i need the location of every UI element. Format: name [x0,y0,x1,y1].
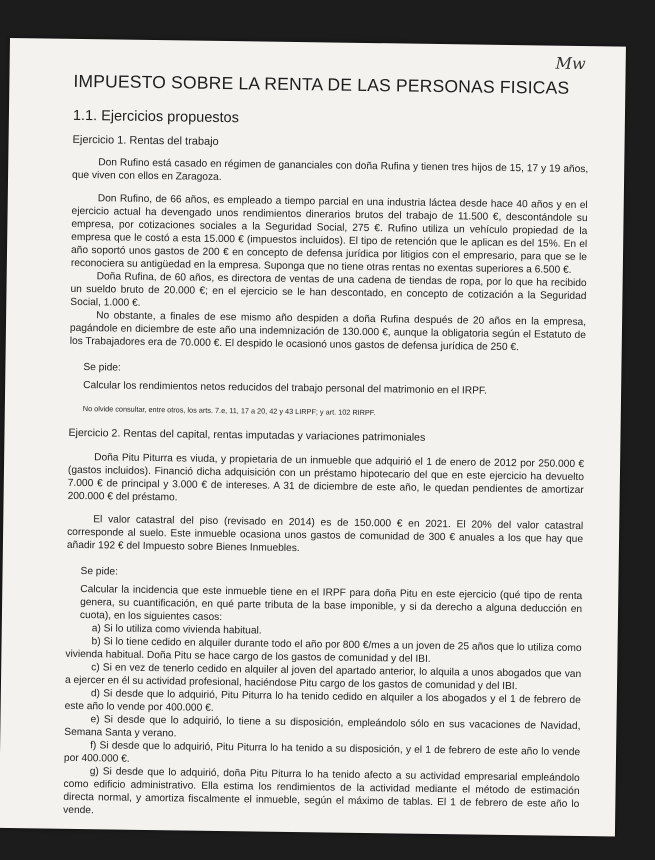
page-title: IMPUESTO SOBRE LA RENTA DE LAS PERSONAS FISICAS [73,70,570,98]
case-list [63,622,582,824]
ex1-se-pide: Se pide: [83,362,121,374]
ex1-paragraph: No obstante, a finales de ese mismo año despiden a doña Rufina después de 20 años en la empresa, pagándole en diciembre de este año una indemnización de 130.000 €, aunque la obligatoria según el Estatuto de los Trabajadores era de 70.000 €. El despido le ocasionó unos gastos de defensa jurídica de 250 €. [69,310,587,354]
list-item: e) Si desde que lo adquirió, lo tiene a su disposición, empleándolo sólo en sus vacaciones de Navidad, Semana Santa y verano. [64,714,581,740]
ex2-task: Calcular la incidencia que este inmueble tiene en el IRPF para doña Pitu en este ejercicio (qué tipo de renta genera, su cuantificación, en qué parte tributa de la base imponible, y si da derecho a alguna deducción en cuota), en los siguientes casos: [79,584,583,624]
ex1-note: No olvide consultar, entre otros, los arts. 7.e, 11, 17 a 20, 42 y 43 LIRPF; y art. 102 RIRPF. [82,404,376,418]
list-item: b) Si lo tiene cedido en alquiler durante todo el año por 800 €/mes a un joven de 25 años que lo utiliza como vivienda habitual. Doña Pitu se hace cargo de los gastos de comunidad y del IBI. [65,636,582,665]
exercise-1-title: Ejercicio 1. Rentas del trabajo [72,133,219,148]
list-item: g) Si desde que lo adquirió, doña Pitu Piturra lo ha tenido afecto a su actividad empresarial empleándolo como edificio administrativo. Ella estima los rendimientos de la actividad mediante el método de estimación directa normal, y amortiza fiscalmente el inmueble, según el máximo de tablas. El 1 de febrero de este año lo vende. [63,766,580,817]
ex1-paragraph: Doña Rufina, de 60 años, es directora de ventas de una cadena de tiendas de ropa, por lo que ha recibido un sueldo bruto de 20.000 €; en el ejercicio se le han descontado, en concepto de cotización a la Seguridad Social, 1.000 €. [70,271,587,309]
exercise-2-title: Ejercicio 2. Rentas del capital, rentas imputadas y variaciones patrimoniales [68,426,426,444]
ex2-paragraph: Doña Pitu Piturra es viuda, y propietaria de un inmueble que adquirió el 1 de enero de 2012 por 250.000 € (gastos incluidos). Financió dicha adquisición con un préstamo hipotecario del que en este ejercicio ha devuelto 7.000 € de principal y 3.000 € de intereses. A 31 de diciembre de este año, le quedan pendientes de amortizar 200.000 € del préstamo. [67,452,585,504]
list-item: a) Si lo utiliza como vivienda habitual. [91,623,262,637]
list-item: c) Si en vez de tenerlo cedido en alquiler al joven del apartado anterior, lo alquila a unos abogados que van a ejercer en él su actividad profesional, haciéndose Pitu cargo de los gastos de comunidad y del IBI. [64,662,582,693]
list-item: f) Si desde que lo adquirió, Pitu Piturra lo ha tenido a su disposición, y el 1 de febrero de este año lo vende por 400.000 €. [63,740,581,765]
ex2-se-pide: Se pide: [80,566,119,578]
page-content [63,71,590,859]
list-item: d) Si desde que lo adquirió, Pitu Piturra lo ha tenido cedido en alquiler a los abogados y el 1 de febrero de este año lo vende por 400.000 €. [64,688,581,714]
ex2-note: No olvide consultar, entre otros, los arts. 21 a 26 y 85 LIRPF y D.T. 18ª LIRPF; y arts. 14, 90, 100 RIRP [76,829,411,843]
handwritten-mark: Mw [555,53,586,74]
ex1-paragraph: Don Rufino está casado en régimen de gananciales con doña Rufina y tienen tres hijos de 15, 17 y 19 años, que viven con ellos en Zaragoza. [72,157,589,183]
document-page [0,38,626,843]
ex2-paragraph: El valor catastral del piso (revisado en 2014) es de 150.000 € en 2021. El 20% del valor catastral corresponde al suelo. Este inmueble ocasiona unos gastos de comunidad de 300 € anuales a los que hay que añadir 192 € del Impuesto sobre Bienes Inmuebles. [66,514,584,555]
section-title: 1.1. Ejercicios propuestos [72,107,240,127]
ex1-paragraph: Don Rufino, de 66 años, es empleado a tiempo parcial en una industria láctea desde hace 40 años y en el ejercicio actual ha devengado unos rendimientos dinerarios brutos del trabajo de 11.500 €, descontándole su empresa, por cotizaciones sociales a la Seguridad Social, 275 €. Rufino utiliza un vehículo propiedad de la empresa que le costó a esta 15.000 € (impuestos incluidos). El tipo de retención que le aplican es del 15%. En el año soportó unos gastos de 200 € en concepto de defensa jurídica por litigios con el empresario, para que se le reconociera su antigüedad en la empresa. Suponga que no tiene otras rentas no exentas superiores a 6.500 €. [70,193,588,276]
ex1-task: Calcular los rendimientos netos reducidos del trabajo personal del matrimonio en el IRPF. [83,380,487,397]
